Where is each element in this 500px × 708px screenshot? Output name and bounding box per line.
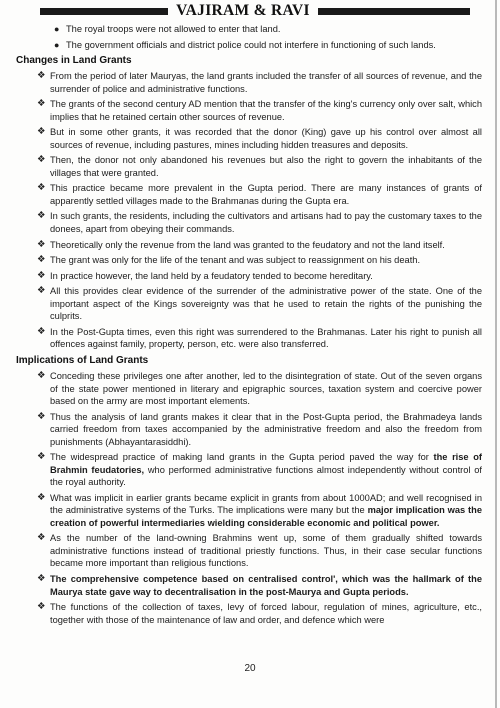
diamond-bullet-icon: ❖: [37, 491, 46, 503]
diamond-bullet-icon: ❖: [37, 601, 46, 613]
page-header-title: VAJIRAM & RAVI: [176, 2, 310, 19]
diamond-bullet-icon: ❖: [37, 70, 46, 81]
page-edge-divider: [495, 0, 497, 708]
intro-bullet-list: [16, 23, 482, 51]
list-item: ❖ The grants of the second century AD mention that the transfer of the king's currency only over salt, which implies that he retained certain other sources of revenue.: [37, 98, 482, 122]
emphasis-text: major implication was the creation of powerful intermediaries wielding considerable economic and political power.: [50, 505, 482, 528]
emphasis-text: the rise of Brahmin feudatories,: [50, 452, 482, 475]
list-item: ❖ The functions of the collection of taxes, levy of forced labour, regulation of mines, agriculture, etc., together with those of the maintenance of law and order, and defence which were: [37, 601, 482, 625]
section-heading-implications: Implications of Land Grants: [16, 355, 149, 367]
diamond-bullet-icon: ❖: [37, 238, 46, 250]
diamond-bullet-icon: ❖: [37, 532, 46, 544]
emphasis-text: The comprehensive competence based on centralised control', which was the hallmark of the Maurya state gave way to decentralisation in the post-Maurya and Gupta periods.: [50, 574, 482, 597]
diamond-bullet-icon: ❖: [37, 269, 46, 281]
diamond-bullet-icon: ❖: [37, 573, 46, 584]
list-item: [16, 573, 482, 598]
document-body: [16, 23, 482, 629]
list-item: ❖ But in some other grants, it was recorded that the donor (King) gave up his control over almost all sources of revenue, including pastures, mines including hidden treasures and deposits.: [37, 126, 482, 150]
list-item: ❖ The widespread practice of making land grants in the Gupta period paved the way for the rise of Brahmin feudatories, who performed administrative functions almost independently without control of the royal authority.: [37, 451, 482, 488]
section-heading-changes: Changes in Land Grants: [16, 55, 132, 66]
page-number: 20: [244, 663, 256, 674]
list-item: ❖ This practice became more prevalent in the Gupta period. There are many instances of grants of apparently settled villages made to the Brahmanas during the Gupta era.: [37, 182, 482, 206]
list-item: ❖ The grant was only for the life of the tenant and was subject to reassignment on his death.: [37, 254, 421, 266]
list-item: ❖ In practice however, the land held by a feudatory tended to become hereditary.: [37, 269, 373, 281]
list-item: ❖ From the period of later Mauryas, the land grants included the transfer of all sources of revenue, and the surrender of police and administrative functions.: [37, 70, 482, 94]
list-item: ❖ Then, the donor not only abandoned his revenues but also the right to govern the inhabitants of the villages that were granted.: [37, 154, 482, 178]
header-rule-left: [40, 8, 168, 15]
diamond-bullet-icon: ❖: [37, 451, 46, 463]
diamond-bullet-icon: ❖: [37, 285, 46, 297]
list-item: ❖ What was implicit in earlier grants became explicit in grants from about 1000AD; and well recognised in the administrative systems of the Turks. The implications were many but the major implication was the creation of powerful intermediaries wielding considerable economic and political power.: [37, 491, 482, 528]
list-item: ❖ As the number of the land-owning Brahmins went up, some of them gradually shifted towards administrative functions instead of traditional priestly functions. Thus, in their case secular functions became more important than religious functions.: [37, 532, 482, 569]
list-item: ❖ In such grants, the residents, including the cultivators and artisans had to pay the customary taxes to the donees, apart from obeying their commands.: [37, 210, 482, 234]
diamond-bullet-icon: ❖: [37, 254, 46, 266]
diamond-bullet-icon: ❖: [37, 410, 46, 422]
diamond-bullet-icon: ❖: [37, 182, 46, 194]
header-rule-right: [318, 8, 470, 15]
bullet-icon: ●: [54, 39, 60, 50]
diamond-bullet-icon: ❖: [37, 325, 46, 337]
diamond-bullet-icon: ❖: [37, 210, 46, 222]
diamond-bullet-icon: ❖: [37, 98, 46, 110]
list-item: ● The government officials and district police could not interfere in functioning of such lands.: [54, 39, 436, 50]
bullet-icon: ●: [54, 24, 60, 34]
list-item: ❖ Thus the analysis of land grants makes it clear that in the Post-Gupta period, the Brahmadeya lands carried freedom from taxes accompanied by the administrative freedom and also the freedom from punishments (Abhayantarasiddhi).: [37, 410, 482, 447]
diamond-bullet-icon: ❖: [37, 154, 46, 166]
diamond-bullet-icon: ❖: [37, 126, 46, 138]
list-item: ● The royal troops were not allowed to enter that land.: [54, 24, 281, 34]
list-item: ❖ Theoretically only the revenue from the land was granted to the feudatory and not the land itself.: [37, 238, 445, 250]
diamond-bullet-icon: ❖: [37, 370, 46, 382]
list-item: ❖ In the Post-Gupta times, even this right was surrendered to the Brahmanas. Later his right to punish all offences against family, property, person, etc. were also transferred.: [37, 325, 482, 350]
list-item: ❖ Conceding these privileges one after another, led to the disintegration of state. Out of the seven organs of the state power mentioned in literary and epigraphic sources, taxation system and coercive power based on the army are most important elements.: [37, 370, 482, 407]
list-item: ❖ All this provides clear evidence of the surrender of the administrative power of the state. One of the important aspect of the Kings sovereignty was that he used to retain the rights of the punishing the culprits.: [37, 285, 482, 322]
